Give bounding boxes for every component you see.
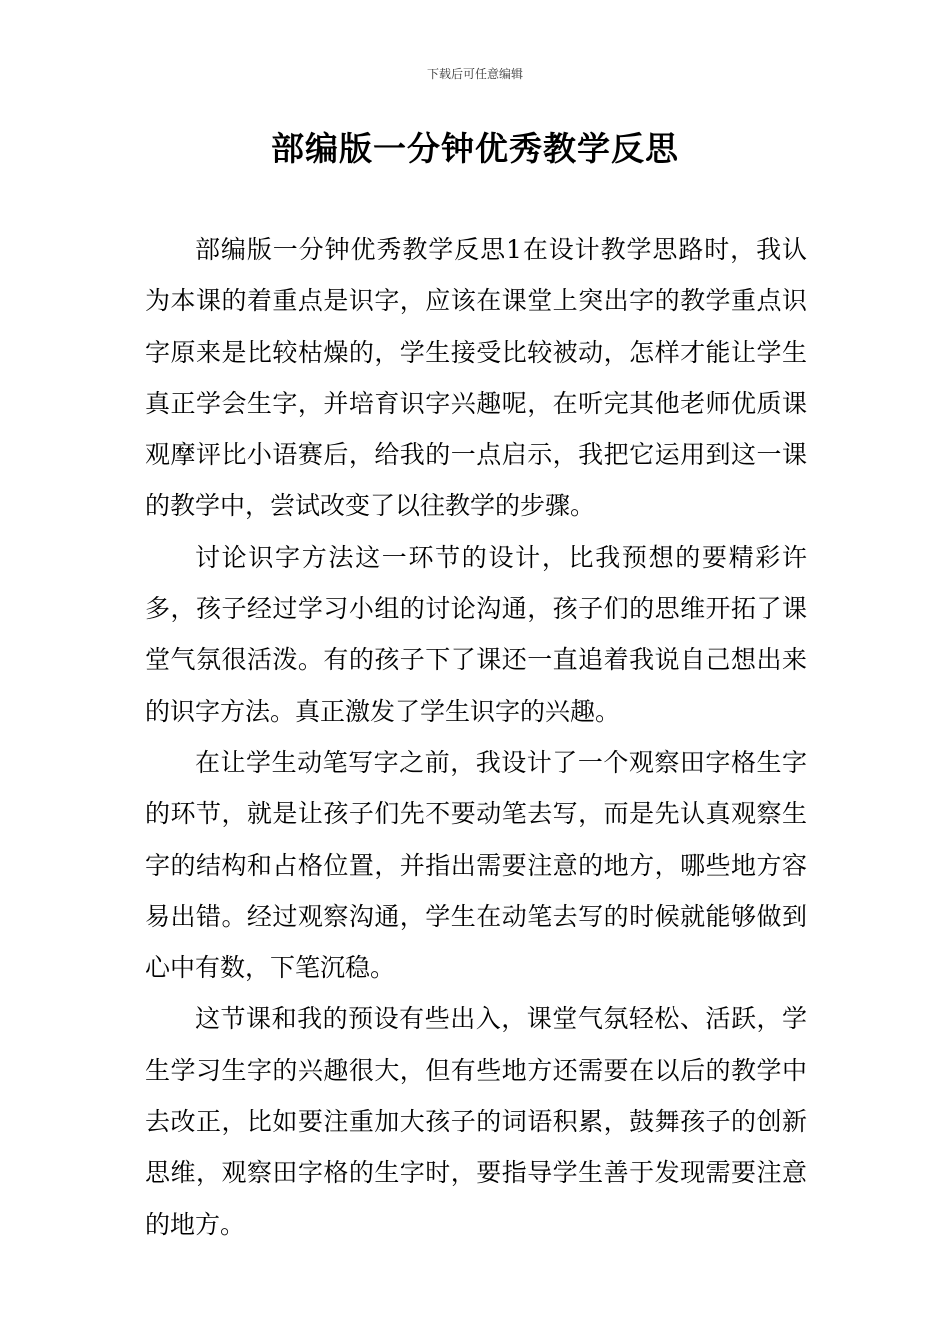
paragraph: 这节课和我的预设有些出入，课堂气氛轻松、活跃，学生学习生字的兴趣很大，但有些地方还需要在以后的教学中去改正，比如要注重加大孩子的词语积累，鼓舞孩子的创新思维，观察田字格的生字时，要指导学生善于发现需要注意的地方。 (145, 1004, 807, 1239)
document-body (145, 224, 807, 1250)
document-title: 部编版一分钟优秀教学反思 (271, 129, 679, 168)
paragraph: 在让学生动笔写字之前，我设计了一个观察田字格生字的环节，就是让孩子们先不要动笔去写，而是先认真观察生字的结构和占格位置，并指出需要注意的地方，哪些地方容易出错。经过观察沟通，学生在动笔去写的时候就能够做到心中有数，下笔沉稳。 (145, 747, 807, 983)
header-note: 下载后可任意编辑 (426, 67, 523, 81)
paragraph: 讨论识字方法这一环节的设计，比我预想的要精彩许多，孩子经过学习小组的讨论沟通，孩子们的思维开拓了课堂气氛很活泼。有的孩子下了课还一直追着我说自己想出来的识字方法。真正激发了学生识字的兴趣。 (145, 542, 807, 726)
paragraph: 部编版一分钟优秀教学反思1在设计教学思路时，我认为本课的着重点是识字，应该在课堂上突出字的教学重点识字原来是比较枯燥的，学生接受比较被动，怎样才能让学生真正学会生字，并培育识字兴趣呢，在听完其他老师优质课观摩评比小语赛后，给我的一点启示，我把它运用到这一课的教学中，尝试改变了以往教学的步骤。 (145, 235, 807, 521)
